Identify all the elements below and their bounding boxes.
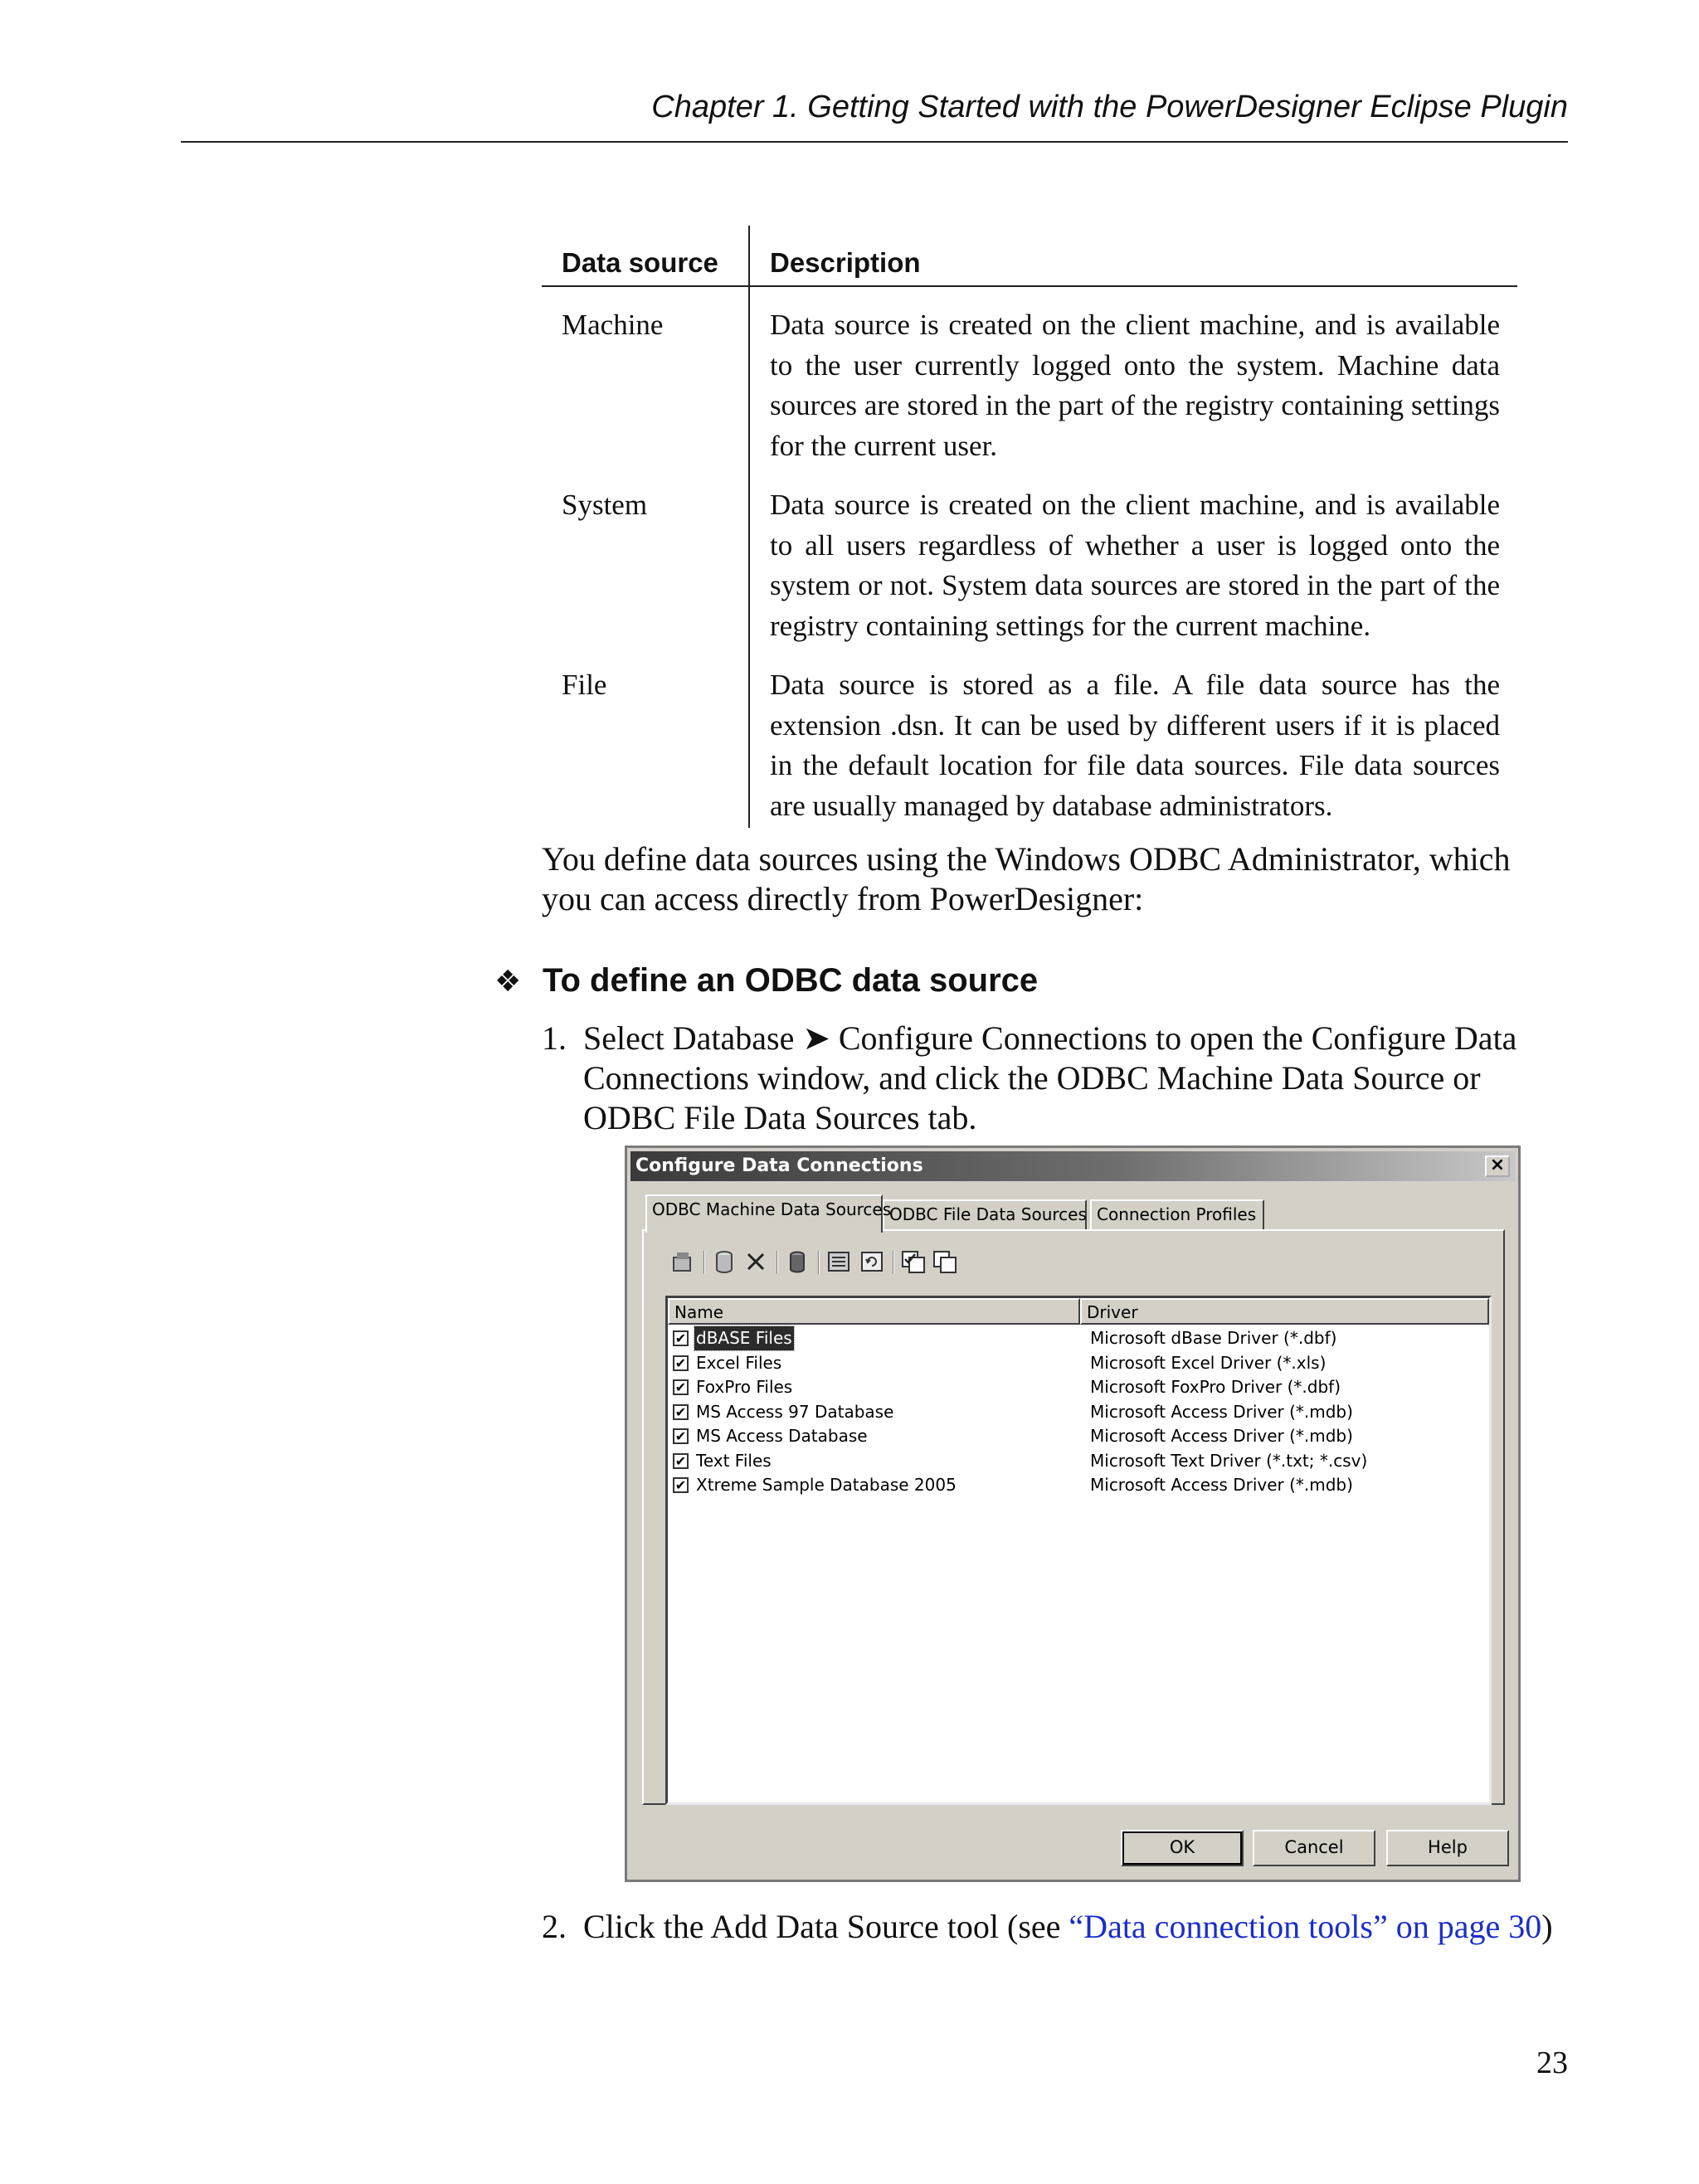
- database-icon[interactable]: [783, 1248, 811, 1276]
- list-item[interactable]: [668, 1326, 1489, 1351]
- close-button[interactable]: [1485, 1155, 1510, 1177]
- data-source-name: FoxPro Files: [696, 1377, 793, 1397]
- data-source-driver: Microsoft Text Driver (*.txt; *.csv): [1090, 1450, 1368, 1471]
- data-sources-list[interactable]: [665, 1296, 1492, 1805]
- column-header-name[interactable]: Name: [668, 1298, 1080, 1325]
- check-all-icon[interactable]: [899, 1248, 927, 1276]
- table-column-divider: [748, 226, 750, 828]
- data-source-name: Text Files: [696, 1450, 772, 1471]
- table-header-row: [542, 226, 1517, 287]
- data-source-description: Data source is created on the client machine, and is available to the user currently logged onto the system. Machine data sources are stored in the part of the registry containing settings for the current user.: [770, 309, 1500, 462]
- help-button[interactable]: Help: [1386, 1830, 1509, 1866]
- ok-button[interactable]: OK: [1121, 1830, 1244, 1866]
- data-source-driver: Microsoft Access Driver (*.mdb): [1090, 1426, 1353, 1446]
- properties-icon[interactable]: [669, 1248, 697, 1276]
- row-checkbox[interactable]: ✔: [673, 1453, 689, 1469]
- data-source-description: Data source is created on the client machine, and is available to all users regardless of whether a user is logged onto the system or not. System data sources are stored in the part of the registry containing settings for the current machine.: [770, 489, 1500, 642]
- page-number: 23: [1536, 2045, 1568, 2080]
- tab-connection-profiles[interactable]: Connection Profiles: [1090, 1199, 1264, 1229]
- toolbar-separator: [893, 1251, 894, 1274]
- list-item[interactable]: [668, 1449, 1489, 1474]
- delete-icon[interactable]: [742, 1248, 770, 1276]
- row-checkbox[interactable]: ✔: [673, 1428, 689, 1444]
- uncheck-all-icon[interactable]: [931, 1248, 959, 1276]
- list-item[interactable]: [668, 1424, 1489, 1449]
- procedure-bullet-icon: ❖: [494, 964, 522, 998]
- dialog-title: Configure Data Connections: [635, 1155, 923, 1176]
- procedure-title: [494, 962, 1038, 1000]
- step-number: 1.: [542, 1019, 567, 1057]
- toolbar-separator: [818, 1251, 820, 1274]
- step-text-before: Click the Add Data Source tool (see: [583, 1908, 1069, 1945]
- administrator-icon[interactable]: [825, 1248, 853, 1276]
- tab-odbc-machine-data-sources[interactable]: ODBC Machine Data Sources: [645, 1194, 883, 1233]
- data-source-driver: Microsoft Access Driver (*.mdb): [1090, 1401, 1353, 1422]
- header-rule: [181, 141, 1568, 143]
- procedure-title-text: To define an ODBC data source: [543, 962, 1039, 999]
- intro-paragraph: You define data sources using the Windows ODBC Administrator, which you can access directly from PowerDesigner:: [542, 840, 1511, 917]
- data-source-driver: Microsoft Access Driver (*.mdb): [1090, 1475, 1353, 1495]
- data-source-name: MS Access Database: [696, 1426, 868, 1446]
- data-source-type: File: [562, 669, 607, 701]
- toolbar-separator: [776, 1251, 778, 1274]
- data-source-name: MS Access 97 Database: [696, 1401, 894, 1422]
- table-header-data-source: Data source: [562, 247, 718, 278]
- list-header: [668, 1298, 1489, 1325]
- running-header: Chapter 1. Getting Started with the PowerDesigner Eclipse Plugin: [651, 90, 1568, 124]
- data-connection-tools-link[interactable]: “Data connection tools” on page 30: [1069, 1908, 1542, 1945]
- data-source-description: Data source is stored as a file. A file data source has the extension .dsn. It can be used by different users if it is placed in the default location for file data sources. File data sources are usually managed by database administrators.: [770, 669, 1500, 822]
- tab-panel: [642, 1229, 1505, 1805]
- data-source-driver: Microsoft dBase Driver (*.dbf): [1090, 1328, 1337, 1348]
- step-number: 2.: [542, 1908, 567, 1945]
- list-item[interactable]: [668, 1375, 1489, 1400]
- configure-data-connections-dialog: [625, 1146, 1521, 1882]
- data-source-name: Xtreme Sample Database 2005: [696, 1475, 957, 1495]
- refresh-icon[interactable]: [858, 1248, 886, 1276]
- row-checkbox[interactable]: ✔: [673, 1355, 689, 1371]
- add-data-source-icon[interactable]: [710, 1248, 738, 1276]
- data-source-name: dBASE Files: [694, 1326, 794, 1350]
- step-text: [583, 1907, 1562, 1947]
- table-header-description: Description: [770, 247, 921, 278]
- cancel-button[interactable]: Cancel: [1253, 1830, 1375, 1866]
- row-checkbox[interactable]: ✔: [673, 1477, 689, 1493]
- row-checkbox[interactable]: ✔: [673, 1330, 689, 1346]
- data-source-type: Machine: [562, 309, 664, 341]
- data-source-name: Excel Files: [696, 1352, 782, 1373]
- row-checkbox[interactable]: ✔: [673, 1379, 689, 1395]
- column-header-driver[interactable]: Driver: [1080, 1298, 1489, 1325]
- row-checkbox[interactable]: ✔: [673, 1404, 689, 1420]
- step-text-after: ): [1541, 1908, 1553, 1945]
- list-item[interactable]: [668, 1351, 1489, 1376]
- data-source-driver: Microsoft FoxPro Driver (*.dbf): [1090, 1377, 1341, 1397]
- dialog-titlebar: [630, 1151, 1515, 1181]
- close-icon: ×: [1489, 1155, 1506, 1175]
- data-source-driver: Microsoft Excel Driver (*.xls): [1090, 1352, 1327, 1373]
- toolbar-separator: [703, 1251, 705, 1274]
- data-source-type: System: [562, 489, 648, 521]
- list-item[interactable]: [668, 1473, 1489, 1498]
- step-text: Select Database ➤ Configure Connections to open the Configure Data Connections window, and click the ODBC Machine Data Source or ODBC File Data Sources tab.: [583, 1019, 1517, 1136]
- tab-odbc-file-data-sources[interactable]: ODBC File Data Sources: [883, 1199, 1087, 1229]
- list-item[interactable]: [668, 1400, 1489, 1425]
